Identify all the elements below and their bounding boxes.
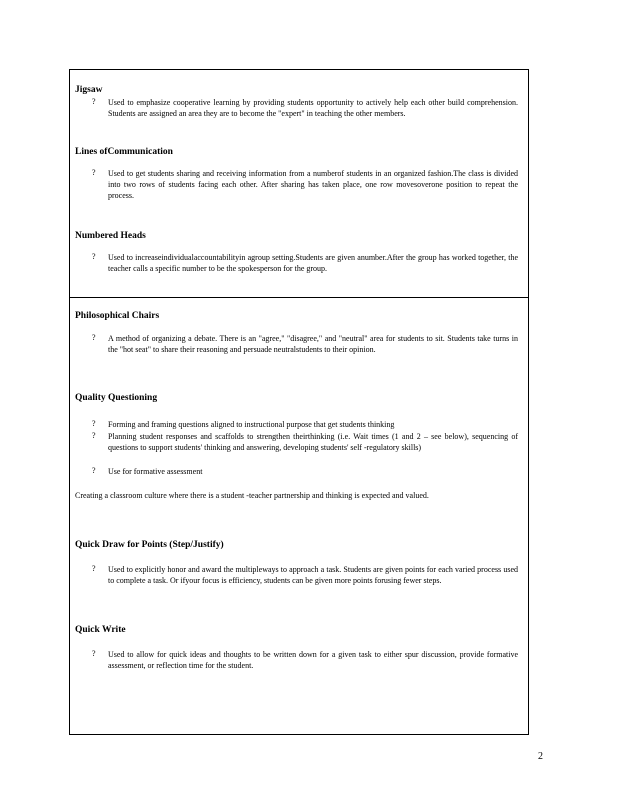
bullet-marker: ?: [92, 564, 96, 573]
quality-closing-text: Creating a classroom culture where there is a student -teacher partnership and thinking is expected and valued.: [75, 491, 429, 500]
bullet-marker: ?: [92, 252, 96, 261]
heading-quality-questioning: Quality Questioning: [75, 393, 158, 403]
bullet-marker: ?: [92, 97, 96, 106]
quality-item-1: Forming and framing questions aligned to instructional purpose that get students thinking: [108, 420, 395, 429]
lines-description: Used to get students sharing and receiving information from a numberof students in an organized fashion.The class is divided into two rows of students facing each other. After sharing has taken place, one row movesoverone position to repeat the process.: [108, 169, 518, 200]
strategy-box-top: [69, 69, 529, 298]
heading-numbered-heads: Numbered Heads: [75, 231, 146, 241]
strategy-box-bottom: [69, 298, 529, 735]
quick-draw-description: Used to explicitly honor and award the multipleways to approach a task. Students are given points for each varied process used to complete a task. Or ifyour focus is efficiency, students can be given more points forusing fewer steps.: [108, 565, 518, 585]
bullet-marker: ?: [92, 168, 96, 177]
heading-lines-of-communication: Lines ofCommunication: [75, 147, 173, 157]
quality-item-3: Use for formative assessment: [108, 467, 203, 476]
philosophical-description: A method of organizing a debate. There is an "agree," "disagree," and "neutral" area for students to sit. Students take turns in the "hot seat" to share their reasoning and persuade neutralstudents to their opinion.: [108, 334, 518, 354]
bullet-marker: ?: [92, 431, 96, 440]
bullet-marker: ?: [92, 649, 96, 658]
numbered-heads-description: Used to increaseindividualaccountabilityin agroup setting.Students are given anumber.After the group has worked together, the teacher calls a specific number to be the spokesperson for the group.: [108, 253, 518, 273]
quick-write-description: Used to allow for quick ideas and thoughts to be written down for a given task to either spur discussion, provide formative assessment, or reflection time for the student.: [108, 650, 518, 670]
heading-quick-draw: Quick Draw for Points (Step/Justify): [75, 540, 224, 550]
heading-quick-write: Quick Write: [75, 625, 126, 635]
bullet-marker: ?: [92, 333, 96, 342]
page-number: 2: [538, 751, 543, 762]
bullet-marker: ?: [92, 419, 96, 428]
heading-jigsaw: Jigsaw: [75, 85, 103, 95]
bullet-marker: ?: [92, 466, 96, 475]
jigsaw-description: Used to emphasize cooperative learning by providing students opportunity to actively help each other build comprehension. Students are assigned an area they are to become the "expert" in teaching the other members.: [108, 98, 518, 118]
quality-item-2: Planning student responses and scaffolds to strengthen theirthinking (i.e. Wait times (1 and 2 – see below), sequencing of questions to support students' thinking and answering, developing students' self -regulatory skills): [108, 432, 518, 452]
heading-philosophical-chairs: Philosophical Chairs: [75, 311, 160, 321]
